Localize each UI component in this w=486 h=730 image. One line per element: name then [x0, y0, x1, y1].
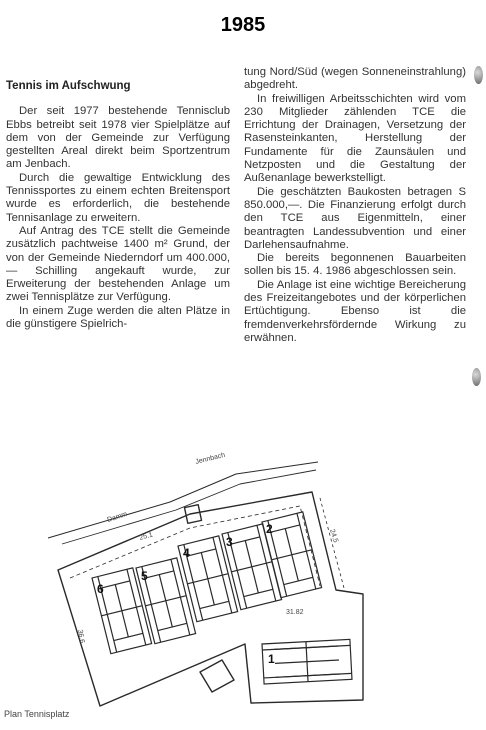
court-number: 5: [141, 569, 148, 583]
dam-line: [48, 462, 318, 538]
court-number: 1: [268, 652, 275, 666]
article-paragraph-continued: tung Nord/Süd (wegen Sonneneinstrahlung) abgedreht.: [244, 66, 466, 92]
article-paragraph: Durch die gewaltige Entwicklung des Tennissportes zu einem echten Breitensport wurde es erforderlich, die bestehende Tennisanlage zu erweitern.: [6, 171, 230, 224]
court-number: 2: [266, 522, 273, 536]
court-number: 6: [97, 582, 104, 596]
article-paragraph: In einem Zuge werden die alten Plätze in die günstigere Spielrich-: [6, 304, 230, 331]
article-paragraph: Die Anlage ist eine wichtige Bereicherung des Freizeitangebotes und der körperlichen Ertüchtigung. Ebenso ist die fremdenverkehrsfördernde Wirkung zu erwähnen.: [244, 278, 466, 344]
dimension-label: 31.82: [286, 609, 304, 616]
plan-caption: Plan Tennisplatz: [4, 709, 70, 719]
article-paragraph: Der seit 1977 bestehende Tennisclub Ebbs betreibt seit 1978 vier Spielplätze auf dem von der Gemeinde zur Verfügung gestellten Areal direkt beim Sportzentrum am Jenbach.: [6, 105, 230, 171]
page-year: 1985: [220, 14, 266, 36]
margin-bullet-icon: [472, 368, 481, 386]
court-1: [262, 639, 352, 684]
clubhouse: [200, 660, 234, 692]
court-number: 3: [226, 535, 233, 549]
dam-label: Damm: [106, 510, 129, 524]
article-headline: Tennis im Aufschwung: [6, 80, 131, 92]
article-column-left: [6, 80, 230, 331]
article-paragraph: Auf Antrag des TCE stellt die Gemeinde zusätzlich pachtweise 1400 m² Grund, der von der Gemeinde Niederndorf um 400.000,— Schilling angekauft wurde, zur Erweiterung der bestehenden Anlage um zwei Tennisplätze zur Verfügung.: [6, 224, 230, 304]
dimension-label: 36.6: [76, 629, 86, 644]
article-paragraph: Die bereits begonnenen Bauarbeiten sollen bis 15. 4. 1986 abgeschlossen sein.: [244, 252, 466, 278]
dimension-label: 25.1: [138, 531, 154, 542]
margin-bullet-icon: [474, 66, 483, 84]
river-label: Jennbach: [194, 451, 226, 466]
article-column-right: [244, 66, 466, 345]
tennis-site-plan: [0, 418, 486, 708]
article-paragraph: In freiwilligen Arbeitsschichten wird vom 230 Mitglieder zählenden TCE die Errichtung der Drainagen, Versetzung der Rasensteinkanten, Herstellung der Fundamente für die Zaunsäulen und Netzposten und die Gestaltung der Außenanlage bewerkstelligt.: [244, 92, 466, 185]
article-paragraph: Die geschätzten Baukosten betragen S 850.000,—. Die Finanzierung erfolgt durch den TCE aus Eigenmitteln, einer beantragten Landessubvention und einer Darlehensaufnahme.: [244, 185, 466, 251]
court-number: 4: [183, 546, 190, 560]
dimension-label: 24.5: [328, 528, 339, 544]
